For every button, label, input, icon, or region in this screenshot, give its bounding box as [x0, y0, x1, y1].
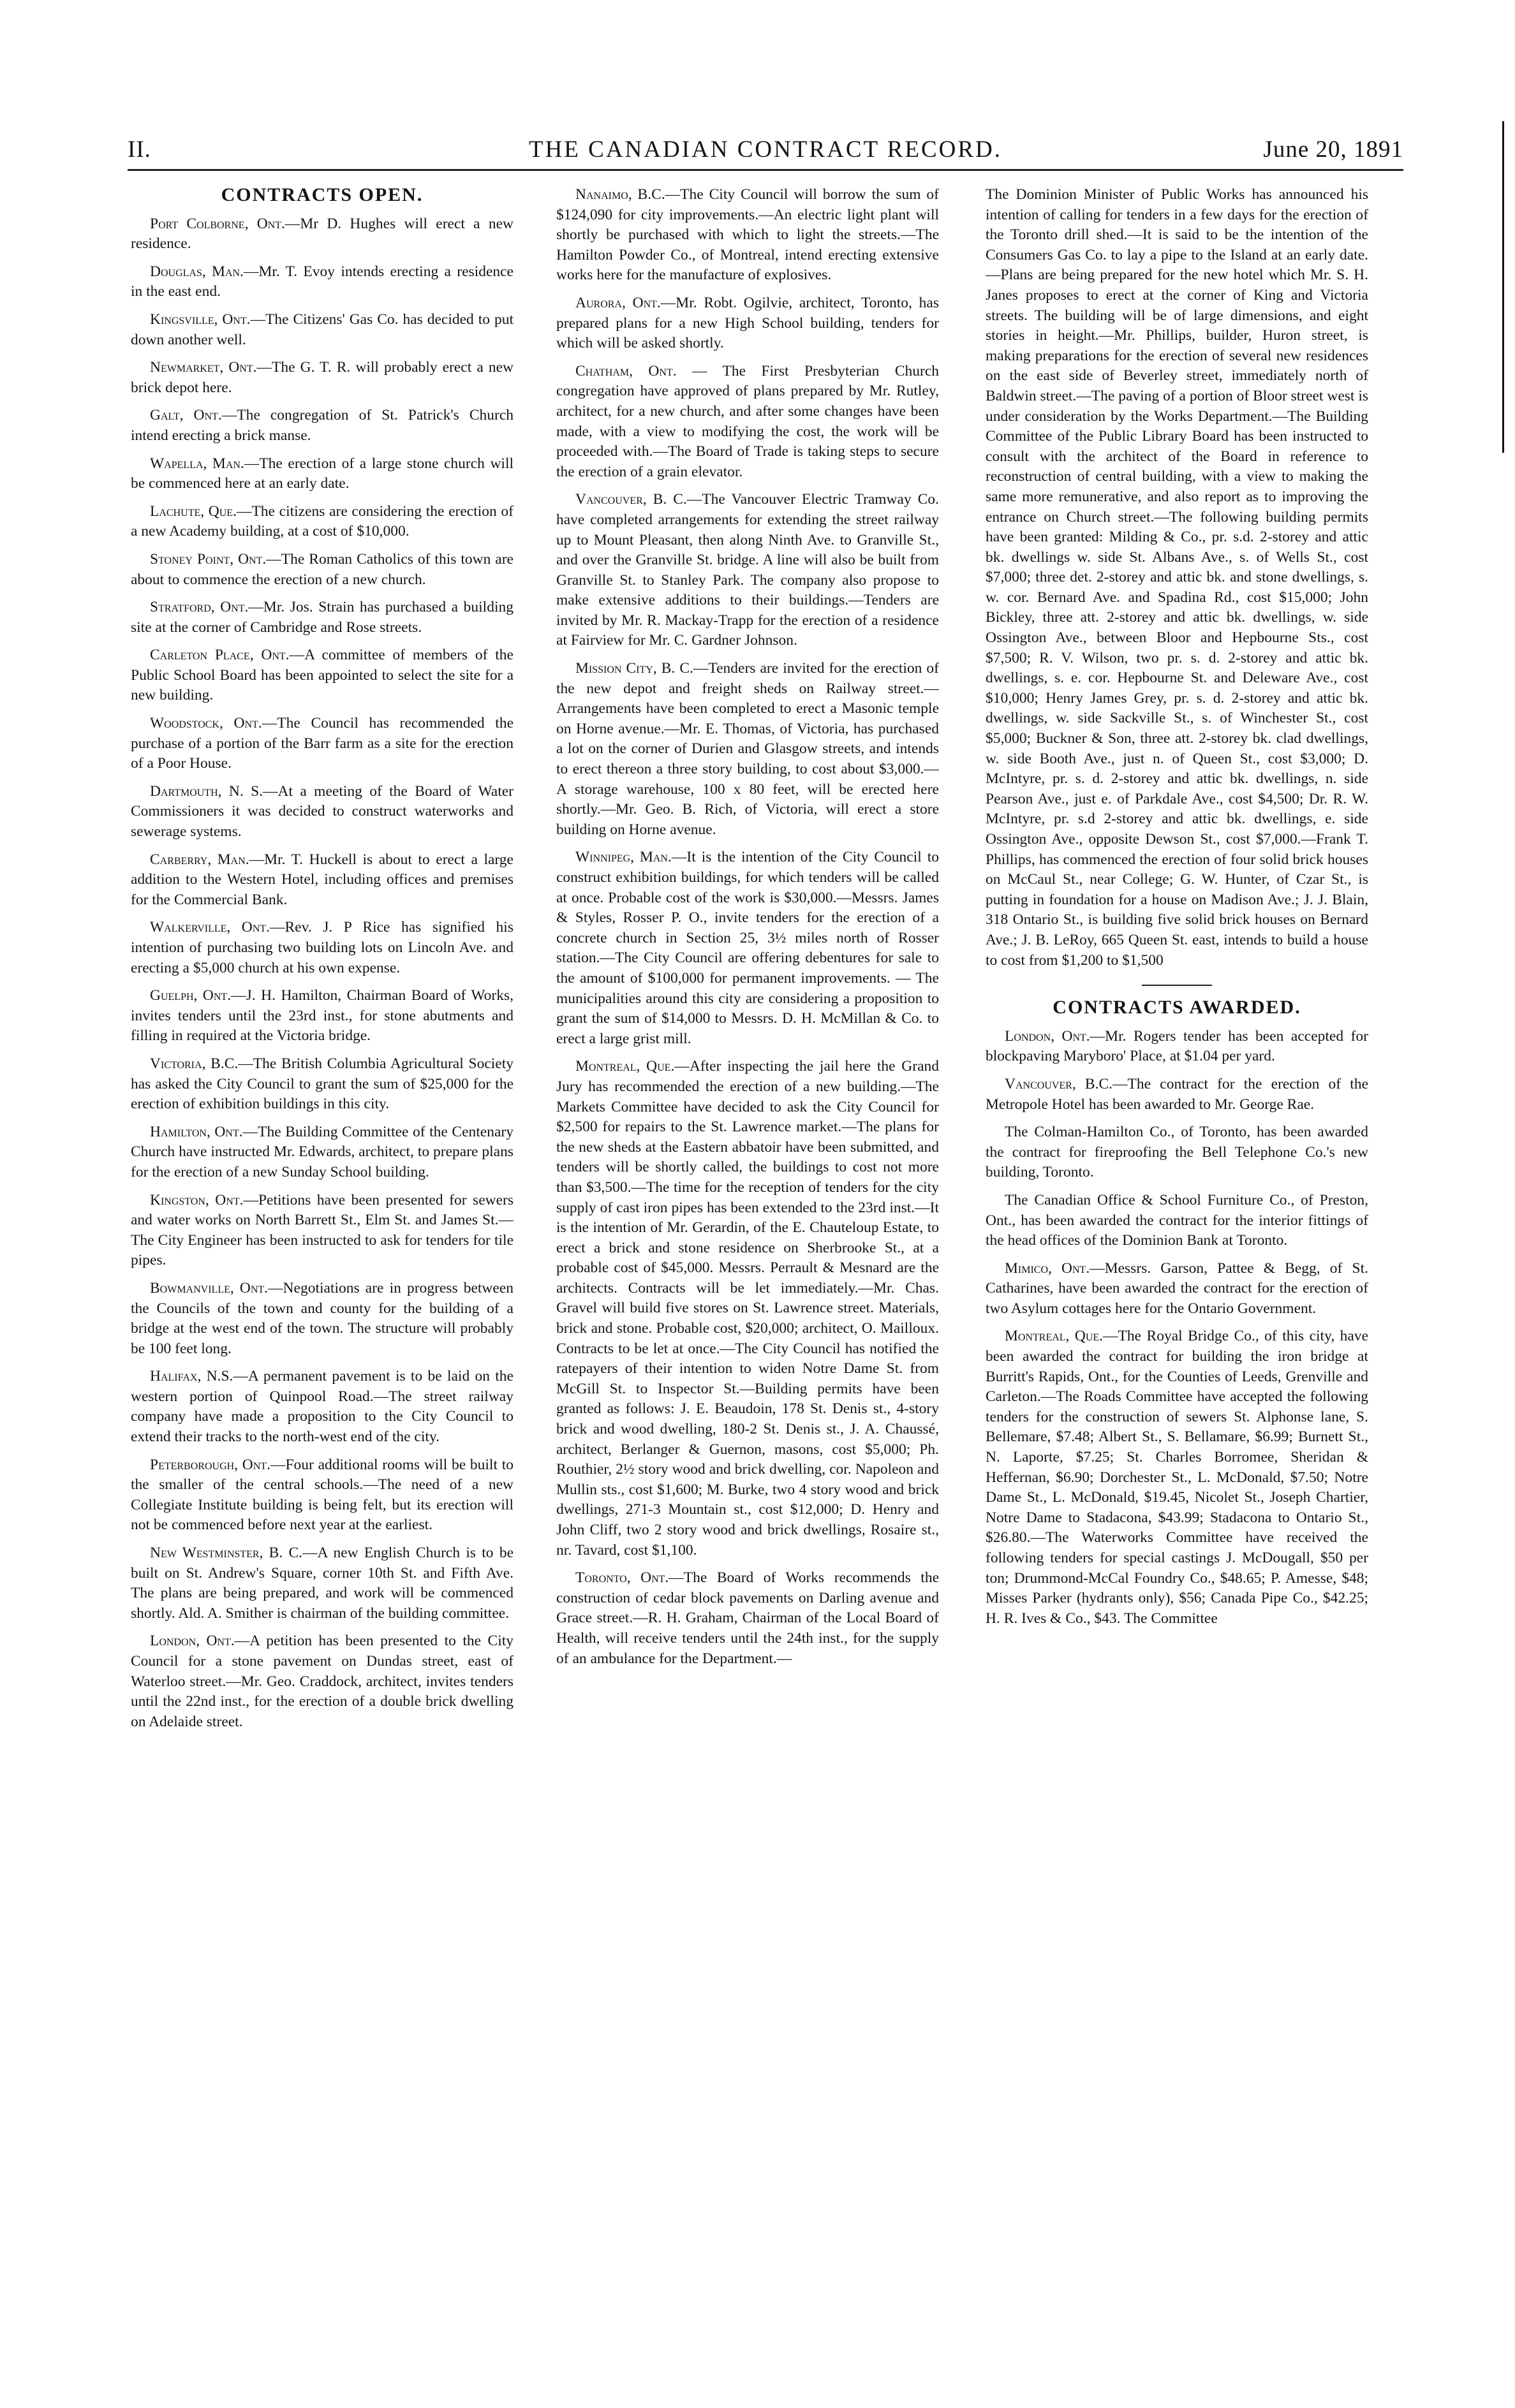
- item-place: Kingsville, Ont.: [150, 311, 251, 328]
- issue-date: June 20, 1891: [1263, 136, 1403, 163]
- item-text: The Colman-Hamilton Co., of Toronto, has been awarded the contract for fireproofing the Bell Telephone Co.'s new building, Toronto.: [986, 1124, 1368, 1181]
- news-item: [986, 1326, 1368, 1629]
- page-number: II.: [128, 136, 151, 163]
- item-place: London, Ont.: [1005, 1027, 1090, 1045]
- news-item: [131, 918, 514, 978]
- news-item: [131, 645, 514, 706]
- item-text: —The Citizens' Gas Co. has decided to put down another well.: [131, 311, 514, 348]
- page-header: [128, 131, 1403, 171]
- news-item: [131, 1367, 514, 1447]
- toronto-continuation: The Dominion Minister of Public Works has announced his intention of calling for tenders in a few days for the erection of the Toronto drill shed.—It is said to be the intention of the Consumers Gas Co. to lay a pipe to the Island at an early date.—Plans are being prepared for the new hotel which Mr. S. H. Janes proposes to erect at the corner of King and Victoria streets. The building will be of large dimensions, and eight stories in height.—Mr. Phillips, builder, Huron street, is making preparations for the erection of several new residences on the east side of Beverley street, immediately north of Baldwin street.—The paving of a portion of Bloor street west is under consideration by the Works Department.—The Building Committee of the Public Library Board has been instructed to consult with the architect of the Board in reference to reconstruction of central building, with a view to making the same more remunerative, and also report as to improving the entrance on Church street.—The following building permits have been granted: Milding & Co., pr. s.d. 2-storey and attic bk. dwellings w. side St. Albans Ave., s. of Wells St., cost $7,000; three det. 2-storey and attic bk. and stone dwellings, s. w. cor. Bernard Ave. and Spadina Rd., cost $15,000; John Bickley, three att. 2-storey and attic bk. dwellings, w. side Ossington Ave., between Bloor and Hepbourne Sts., cost $7,500; R. V. Wilson, two pr. s. d. 2-storey and attic bk. dwellings, s. e. cor. Hepbourne St. and Deleware Ave., cost $10,000; Henry James Grey, pr. s. d. 2-storey and attic bk. dwellings, w. side Sackville St., s. of Winchester St., cost $5,000; Buckner & Son, three att. 2-storey bk. clad dwellings, w. side Booth Ave., just n. of Queen St., cost $3,000; D. McIntyre, pr. s. d. 2-storey and attic bk. dwellings, n. side Pearson Ave., just e. of Parkdale Ave., cost $4,500; Dr. R. W. McIntyre, pr. s.d 2-storey and attic bk. dwellings, e. side Ossington Ave., opposite Dewson St., cost $7,000.—Frank T. Phillips, has commenced the erection of four solid brick houses on McCaul St., near College; G. W. Hunter, of Czar St., is putting in foundation for a house on Madison Ave.; J. J. Blain, 318 Ontario St., is building five solid brick houses on Bernard Ave.; J. B. LeRoy, 665 Queen St. east, intends to build a house to cost from $1,200 to $1,500: [986, 186, 1368, 969]
- item-place: Mission City, B. C.: [575, 660, 693, 677]
- item-place: Toronto, Ont.: [575, 1569, 669, 1587]
- news-item: [556, 1568, 939, 1669]
- item-place: Bowmanville, Ont.: [150, 1279, 269, 1296]
- news-item: [131, 1455, 514, 1536]
- news-item: [986, 1027, 1368, 1067]
- item-text: —A committee of members of the Public School Board has been appointed to select the site for a new building.: [131, 647, 514, 704]
- news-item: [131, 1054, 514, 1115]
- item-text: —The citizens are considering the erection of a new Academy building, at a cost of $10,000.: [131, 503, 514, 540]
- news-item: [131, 1191, 514, 1271]
- item-text: The Canadian Office & School Furniture Co., of Preston, Ont., has been awarded the contract for the interior fittings of the head offices of the Dominion Bank at Toronto.: [986, 1191, 1368, 1249]
- contracts-open-list: [131, 214, 514, 1733]
- item-place: Montreal, Que.: [575, 1058, 675, 1075]
- item-place: Douglas, Man.: [150, 263, 244, 280]
- news-item: [131, 550, 514, 590]
- item-place: Aurora, Ont.: [575, 294, 661, 311]
- page-edge-rule: [1502, 121, 1504, 453]
- item-place: New Westminster, B. C.: [150, 1545, 303, 1562]
- item-text: —Rev. J. P Rice has signified his intention of purchasing two building lots on Lincoln Ave. and erecting a $5,000 church at his own expense.: [131, 919, 514, 976]
- item-text: —The G. T. R. will probably erect a new brick depot here.: [131, 359, 514, 396]
- item-place: Winnipeg, Man.: [575, 849, 672, 866]
- item-text: —The congregation of St. Patrick's Church intend erecting a brick manse.: [131, 407, 514, 444]
- item-place: Stratford, Ont.: [150, 599, 249, 616]
- item-text: —The City Council will borrow the sum of $124,090 for city improvements.—An electric light plant will shortly be purchased with which to light the streets.—The Hamilton Powder Co., of Montreal, intend erecting extensive works here for the manufacture of explosives.: [556, 186, 939, 284]
- item-text: —The Board of Works recommends the construction of cedar block pavements on Darling avenue and Grace street.—R. H. Graham, Chairman of the Local Board of Health, will receive tenders until the 24th inst., for the supply of an ambulance for the Department.—: [556, 1569, 939, 1667]
- news-item: [131, 782, 514, 842]
- item-text: —Mr D. Hughes will erect a new residence.: [131, 215, 514, 253]
- news-item: [131, 714, 514, 774]
- column-3: [986, 185, 1368, 2366]
- item-place: Carberry, Man.: [150, 851, 249, 868]
- news-item: [131, 1279, 514, 1359]
- item-text: —The Building Committee of the Centenary Church have instructed Mr. Edwards, architect, to prepare plans for the erection of a new Sunday School building.: [131, 1123, 514, 1180]
- item-text: —Mr. T. Evoy intends erecting a residence in the east end.: [131, 263, 514, 300]
- news-item: [131, 358, 514, 398]
- item-text: —The British Columbia Agricultural Society has asked the City Council to grant the sum of $25,000 for the erection of exhibition buildings in this city.: [131, 1055, 514, 1113]
- item-text: —Petitions have been presented for sewers and water works on North Barrett St., Elm St. and James St.—The City Engineer has been instructed to ask for tenders for tile pipes.: [131, 1191, 514, 1269]
- column-2: [556, 185, 939, 2366]
- news-item: [131, 1631, 514, 1732]
- item-text: —A new English Church is to be built on St. Andrew's Square, corner 10th St. and Fifth Ave. The plans are being prepared, and work will be commenced shortly. Ald. A. Smither is chairman of the building committee.: [131, 1545, 514, 1622]
- item-place: Nanaimo, B.C.: [575, 186, 665, 203]
- item-text: —The Council has recommended the purchase of a portion of the Barr farm as a site for the erection of a Poor House.: [131, 715, 514, 772]
- item-text: —Four additional rooms will be built to the smaller of the central schools.—The need of a new Collegiate Institute building is being felt, but its erection will not be commenced before next year at the earliest.: [131, 1456, 514, 1534]
- item-place: Vancouver, B.C.: [1005, 1075, 1113, 1092]
- news-item: [556, 1057, 939, 1560]
- item-text: —The Vancouver Electric Tramway Co. have completed arrangements for extending the street railway up to Mount Pleasant, then along Ninth Ave. to Granville St., and over the Granville St. bridge. A line will also be built from Granville St. to Stanley Park. The company also propose to make extensive additions to their buildings.—Tenders are invited by Mr. R. Mackay-Trapp for the erection of a residence at Fairview for Mr. C. Gardner Johnson.: [556, 491, 939, 649]
- item-text: —J. H. Hamilton, Chairman Board of Works, invites tenders until the 23rd inst., for stone abutments and filling in required at the Victoria bridge.: [131, 987, 514, 1045]
- news-item: [986, 1191, 1368, 1251]
- item-place: Galt, Ont.: [150, 407, 222, 424]
- item-text: —The erection of a large stone church will be commenced here at an early date.: [131, 455, 514, 492]
- item-text: —Mr. Jos. Strain has purchased a building site at the corner of Cambridge and Rose streets.: [131, 599, 514, 636]
- publication-title: THE CANADIAN CONTRACT RECORD.: [528, 136, 1003, 163]
- item-text: —The Roman Catholics of this town are about to commence the erection of a new church.: [131, 550, 514, 588]
- item-text: —Mr. Rogers tender has been accepted for blockpaving Maryboro' Place, at $1.04 per yard.: [986, 1027, 1368, 1065]
- news-item: [556, 659, 939, 840]
- item-place: Guelph, Ont.: [150, 987, 232, 1004]
- news-item: [986, 1075, 1368, 1115]
- item-text: —Messrs. Garson, Pattee & Begg, of St. Catharines, have been awarded the contract for the erection of two Asylum cottages here for the Ontario Government.: [986, 1259, 1368, 1317]
- item-text: —Mr. T. Huckell is about to erect a large addition to the Western Hotel, including offices and premises for the Commercial Bank.: [131, 851, 514, 908]
- item-place: Walkerville, Ont.: [150, 919, 270, 936]
- news-item: [556, 293, 939, 354]
- news-item: [131, 850, 514, 911]
- news-item: [986, 1122, 1368, 1183]
- item-place: Hamilton, Ont.: [150, 1123, 243, 1140]
- item-place: Port Colborne, Ont.: [150, 215, 285, 232]
- item-text: —Tenders are invited for the erection of the new depot and freight sheds on Railway street.—Arrangements have been completed to erect a Masonic temple on Horne avenue.—Mr. E. Thomas, of Victoria, has purchased a lot on the corner of Durien and Glasgow streets, and intends to erect thereon a three story building, to cost about $3,000.—A storage warehouse, 100 x 80 feet, will be erected here shortly.—Mr. Geo. B. Rich, of Victoria, will erect a store building on Horne avenue.: [556, 660, 939, 838]
- news-item: [131, 406, 514, 446]
- contracts-awarded-list: [986, 1027, 1368, 1629]
- item-place: Wapella, Man.: [150, 455, 244, 472]
- item-text: — The First Presbyterian Church congregation have approved of plans prepared by Mr. Rutley, architect, for a new church, and after some changes have been made, with a view to modifying the cost, the work will be proceeded with.—The Board of Trade is taking steps to secure the erection of a grain elevator.: [556, 362, 939, 480]
- item-place: Victoria, B.C.: [150, 1055, 239, 1072]
- item-place: Halifax, N.S.: [150, 1368, 233, 1385]
- item-place: Montreal, Que.: [1005, 1328, 1104, 1345]
- item-place: Woodstock, Ont.: [150, 715, 262, 732]
- item-place: London, Ont.: [150, 1633, 235, 1650]
- news-item: [131, 1122, 514, 1183]
- contracts-awarded-heading: CONTRACTS AWARDED.: [1053, 997, 1301, 1018]
- news-item: [556, 490, 939, 651]
- item-place: Vancouver, B. C.: [575, 491, 687, 508]
- news-item: [131, 502, 514, 542]
- item-text: —Negotiations are in progress between the Councils of the town and county for the building of a bridge at the west end of the town. The structure will probably be 100 feet long.: [131, 1279, 514, 1357]
- item-text: —A petition has been presented to the City Council for a stone pavement on Dundas street, east of Waterloo street.—Mr. Geo. Craddock, architect, invites tenders until the 22nd inst., for the erection of a double brick dwelling on Adelaide street.: [131, 1633, 514, 1730]
- item-place: Mimico, Ont.: [1005, 1259, 1090, 1277]
- item-text: —The Royal Bridge Co., of this city, have been awarded the contract for building the iron bridge at Burritt's Rapids, Ont., for the Counties of Leeds, Grenville and Carleton.—The Roads Committee have accepted the following tenders for the construction of sewers St. Alphonse lane, S. Bellemare, $7.48; Albert St., S. Bellamare, $6.99; Burnett St., N. Laporte, $7.25; St. Charles Borromee, Sheridan & Heffernan, $6.90; Dorchester St., L. McDonald, $7.50; Notre Dame St., L. McDonald, $19.45, Nicolet St., Joseph Chartier, Notre Dame to Stadacona, $43.99; Stadacona to Ontario St., $26.80.—The Waterworks Committee have received the following tenders for special castings J. McDougall, $50 per ton; Drummond-McCal Foundry Co., $48.65; P. Amesse, $48; Misses Parker (hydrants only), $56; Canada Pipe Co., $42.25; H. R. Ives & Co., $43. The Committee: [986, 1328, 1368, 1627]
- item-place: Carleton Place, Ont.: [150, 647, 290, 664]
- item-place: Peterborough, Ont.: [150, 1456, 270, 1473]
- section-divider: [1142, 985, 1212, 986]
- news-item: [131, 310, 514, 350]
- item-text: —The contract for the erection of the Metropole Hotel has been awarded to Mr. George Rae.: [986, 1075, 1368, 1113]
- item-place: Lachute, Que.: [150, 503, 237, 520]
- news-item: [131, 262, 514, 302]
- item-place: Kingston, Ont.: [150, 1191, 244, 1208]
- news-item: [986, 1259, 1368, 1319]
- item-place: Dartmouth, N. S.: [150, 782, 263, 800]
- news-item: [131, 598, 514, 638]
- news-item: [556, 185, 939, 286]
- news-item: [131, 1543, 514, 1624]
- item-text: —It is the intention of the City Council to construct exhibition buildings, for which tenders will be called at once. Probable cost of the work is $30,000.—Messrs. James & Styles, Rosser P. O., invite tenders for the erection of a concrete church in Section 25, 3½ miles north of Rosser station.—The City Council are offering debentures for sale to the amount of $100,000 for permanent improvements. — The municipalities around this city are considering a proposition to grant the sum of $14,000 to Messrs. D. H. McMillan & Co. to erect a large grist mill.: [556, 849, 939, 1047]
- item-text: —A permanent pavement is to be laid on the western portion of Quinpool Road.—The street railway company have made a proposition to the City Council to extend their tracks to the north-west end of the city.: [131, 1368, 514, 1446]
- item-place: Newmarket, Ont.: [150, 359, 257, 376]
- news-item: [131, 214, 514, 254]
- news-item: [131, 454, 514, 494]
- item-text: —After inspecting the jail here the Grand Jury has recommended the erection of a new building.—The Markets Committee have decided to ask the City Council for $2,500 for repairs to the St. Lawrence market.—The plans for the new sheds at the Eastern abbatoir have been submitted, and tenders will be shortly called, the buildings to cost not more than $3,500.—The time for the reception of tenders for the city supply of cast iron pipes has been extended to the 23rd inst.—It is the intention of Mr. Gerardin, of the E. Chauteloup Estate, to erect a brick and stone residence on Sherbrooke St., at a probable cost of $45,000. Messrs. Perrault & Mesnard are the architects. Contracts will be let immediately.—Mr. Chas. Gravel will build five stores on St. Lawrence street. Materials, brick and stone. Probable cost, $20,000; architect, O. Mailloux. Contracts to be let at once.—The City Council has notified the ratepayers of their intention to widen Notre Dame St. from McGill St. to Inspector St.—Building permits have been granted as follows: J. E. Beaudoin, 178 St. Denis st., 4-story brick and wood dwelling, 180-2 St. Denis st., J. A. Chaussé, architect, Berlanger & Guernon, masons, cost $5,000; Ph. Routhier, 2½ story wood and brick dwelling, cor. Napoleon and Mullin sts., cost $1,600; M. Burke, two 4 story wood and brick dwellings, 271-3 Mountain st., cost $12,000; D. Henry and John Cliff, two 2 story wood and brick dwellings, Rosaire st., nr. Tavard, cost $1,100.: [556, 1058, 939, 1559]
- item-place: Stoney Point, Ont.: [150, 550, 267, 568]
- item-text: —At a meeting of the Board of Water Commissioners it was decided to construct waterworks and sewerage systems.: [131, 782, 514, 841]
- contracts-open-heading: CONTRACTS OPEN.: [221, 185, 424, 205]
- item-text: —Mr. Robt. Ogilvie, architect, Toronto, has prepared plans for a new High School building, tenders for which will be asked shortly.: [556, 294, 939, 352]
- news-item: [556, 362, 939, 483]
- column-1: [131, 185, 514, 2366]
- contracts-open-list-continued: [556, 185, 939, 1669]
- news-item: [131, 986, 514, 1046]
- news-item: [556, 848, 939, 1049]
- item-place: Chatham, Ont.: [575, 362, 677, 379]
